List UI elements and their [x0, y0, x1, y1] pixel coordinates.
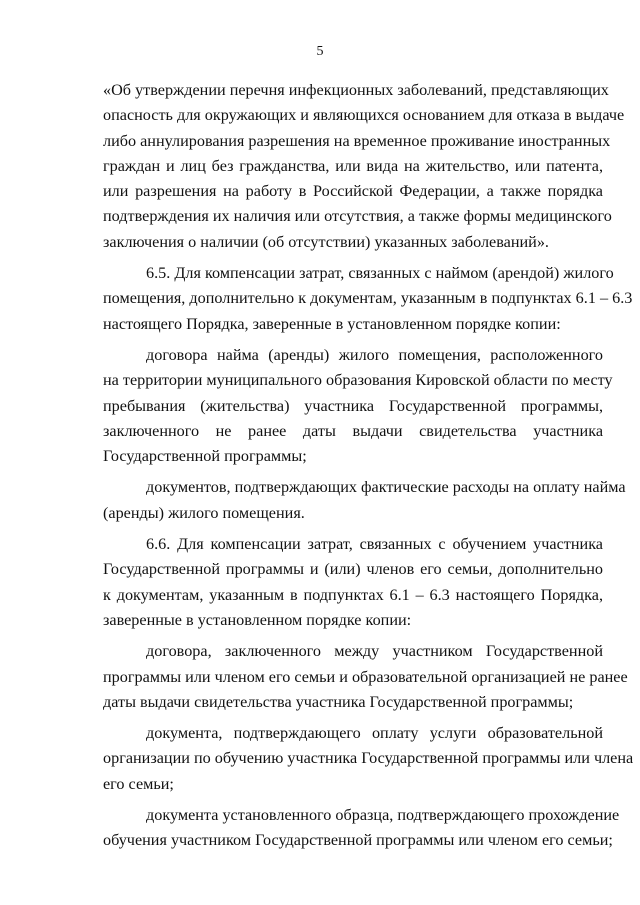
text-line: (аренды) жилого помещения. — [103, 503, 305, 522]
text-line: опасность для окружающих и являющихся основанием для отказа в выдаче — [103, 106, 625, 125]
text-line: его семьи; — [103, 774, 174, 793]
text-line: заключения о наличии (об отсутствии) указанных заболеваний». — [103, 232, 549, 251]
text-line: даты выдачи свидетельства участника Государственной программы; — [103, 692, 574, 711]
text-line: помещения, дополнительно к документам, указанным в подпунктах 6.1 – 6.3 — [103, 289, 633, 308]
text-line: документа установленного образца, подтверждающего прохождение — [146, 806, 620, 825]
text-line: подтверждения их наличия или отсутствия, а также формы медицинского — [103, 207, 612, 226]
paragraph-education-contract — [103, 639, 628, 715]
text-line: договора, заключенного между участником Государственной — [146, 642, 603, 661]
text-line: организации по обучению участника Государственной программы или члена — [103, 749, 634, 768]
text-line: либо аннулирования разрешения на временное проживание иностранных — [103, 131, 611, 150]
text-line: обучения участником Государственной программы или членом его семьи; — [103, 831, 613, 850]
text-line: документов, подтверждающих фактические расходы на оплату найма — [146, 478, 626, 497]
page-number: 5 — [316, 44, 324, 59]
text-line: Государственной программы и (или) членов его семьи, дополнительно — [103, 560, 603, 579]
text-line: программы или членом его семьи и образовательной организацией не ранее — [103, 667, 628, 686]
text-line: Государственной программы; — [103, 447, 307, 466]
text-line: 6.5. Для компенсации затрат, связанных с наймом (арендой) жилого — [146, 264, 614, 283]
text-line: документа, подтверждающего оплату услуги образовательной — [146, 724, 603, 743]
paragraph-rental-contract — [103, 343, 613, 469]
text-line: на территории муниципального образования Кировской области по месту — [103, 371, 613, 390]
text-line: или разрешения на работу в Российской Федерации, а также порядка — [103, 182, 603, 201]
text-line: 6.6. Для компенсации затрат, связанных с обучением участника — [146, 535, 603, 554]
text-line: граждан и лиц без гражданства, или вида на жительство, или патента, — [103, 156, 603, 175]
document-body — [103, 78, 634, 854]
paragraph-6-5 — [103, 261, 633, 337]
text-line: заверенные в установленном порядке копии: — [103, 610, 412, 629]
paragraph-rental-expenses — [103, 475, 626, 526]
text-line: заключенного не ранее даты выдачи свидетельства участника — [103, 421, 603, 440]
text-line: пребывания (жительства) участника Государственной программы, — [103, 396, 603, 415]
paragraph-decree-citation — [103, 78, 625, 255]
paragraph-education-certificate — [103, 803, 620, 854]
text-line: настоящего Порядка, заверенные в установленном порядке копии: — [103, 314, 561, 333]
paragraph-6-6 — [103, 532, 603, 633]
text-line: договора найма (аренды) жилого помещения, расположенного — [146, 345, 603, 364]
text-line: к документам, указанным в подпунктах 6.1 – 6.3 настоящего Порядка, — [103, 585, 603, 604]
paragraph-payment-document — [103, 721, 634, 797]
text-line: «Об утверждении перечня инфекционных заболеваний, представляющих — [103, 81, 609, 99]
